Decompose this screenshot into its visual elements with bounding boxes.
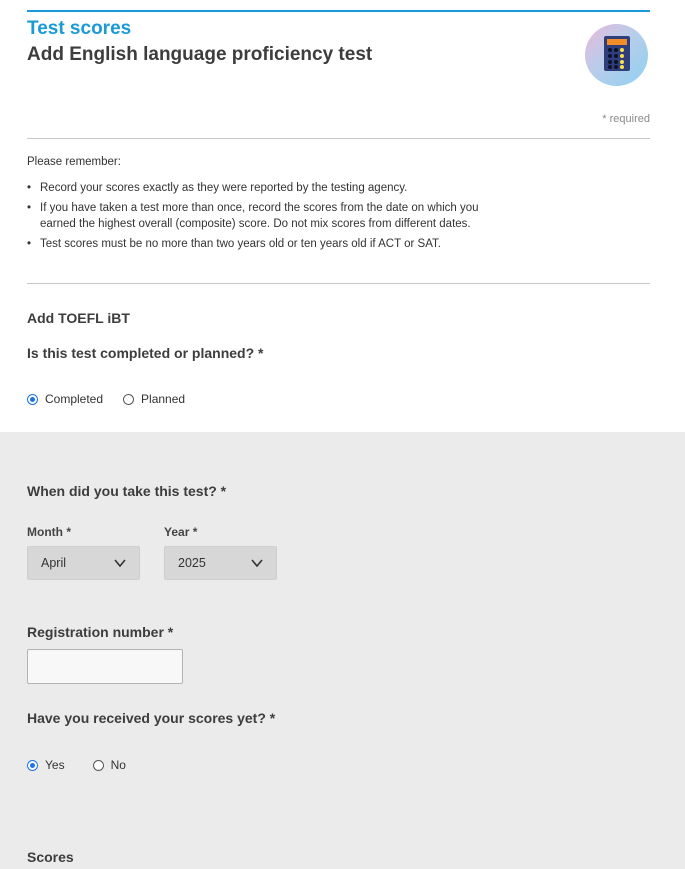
reminder-item: • Record your scores exactly as they were reported by the testing agency.	[27, 180, 517, 196]
registration-number-input[interactable]	[27, 649, 183, 684]
month-select[interactable]	[27, 546, 140, 580]
registration-label: Registration number *	[27, 624, 174, 640]
page-title: Add English language proficiency test	[27, 44, 373, 65]
status-question: Is this test completed or planned? *	[27, 345, 264, 361]
radio-completed[interactable]	[27, 392, 103, 406]
year-value: 2025	[178, 556, 206, 570]
radio-yes-label: Yes	[45, 758, 65, 772]
scores-question: Have you received your scores yet? *	[27, 710, 276, 726]
radio-no-control[interactable]	[93, 760, 104, 771]
radio-planned-control[interactable]	[123, 394, 134, 405]
scores-radio-group	[27, 758, 146, 772]
reminders-list	[27, 180, 517, 256]
radio-no[interactable]	[93, 758, 126, 772]
chevron-down-icon	[251, 558, 263, 568]
scores-heading: Scores	[27, 849, 74, 865]
radio-yes-control[interactable]	[27, 760, 38, 771]
radio-completed-control[interactable]	[27, 394, 38, 405]
radio-planned-label: Planned	[141, 392, 186, 406]
radio-no-label: No	[110, 758, 126, 772]
reminders-title: Please remember:	[27, 156, 121, 168]
header-accent-rule	[27, 10, 650, 12]
radio-yes[interactable]	[27, 758, 65, 772]
required-note: * required	[602, 113, 650, 125]
reminder-item: • If you have taken a test more than once, record the scores from the date on which you earned the highest overall (composite) score. Do not mix scores from different dates.	[27, 200, 517, 232]
chevron-down-icon	[114, 558, 126, 568]
radio-planned[interactable]	[123, 392, 185, 406]
divider	[27, 138, 650, 139]
month-label: Month *	[27, 525, 71, 539]
radio-completed-label: Completed	[45, 392, 104, 406]
date-question: When did you take this test? *	[27, 483, 227, 499]
month-value: April	[41, 556, 67, 570]
test-heading: Add TOEFL iBT	[27, 310, 130, 326]
year-label: Year *	[164, 525, 198, 539]
calculator-icon	[585, 24, 648, 86]
status-radio-group	[27, 392, 205, 406]
divider	[27, 283, 650, 284]
section-title: Test scores	[27, 18, 132, 39]
year-select[interactable]	[164, 546, 277, 580]
reminder-item: • Test scores must be no more than two years old or ten years old if ACT or SAT.	[27, 236, 517, 252]
